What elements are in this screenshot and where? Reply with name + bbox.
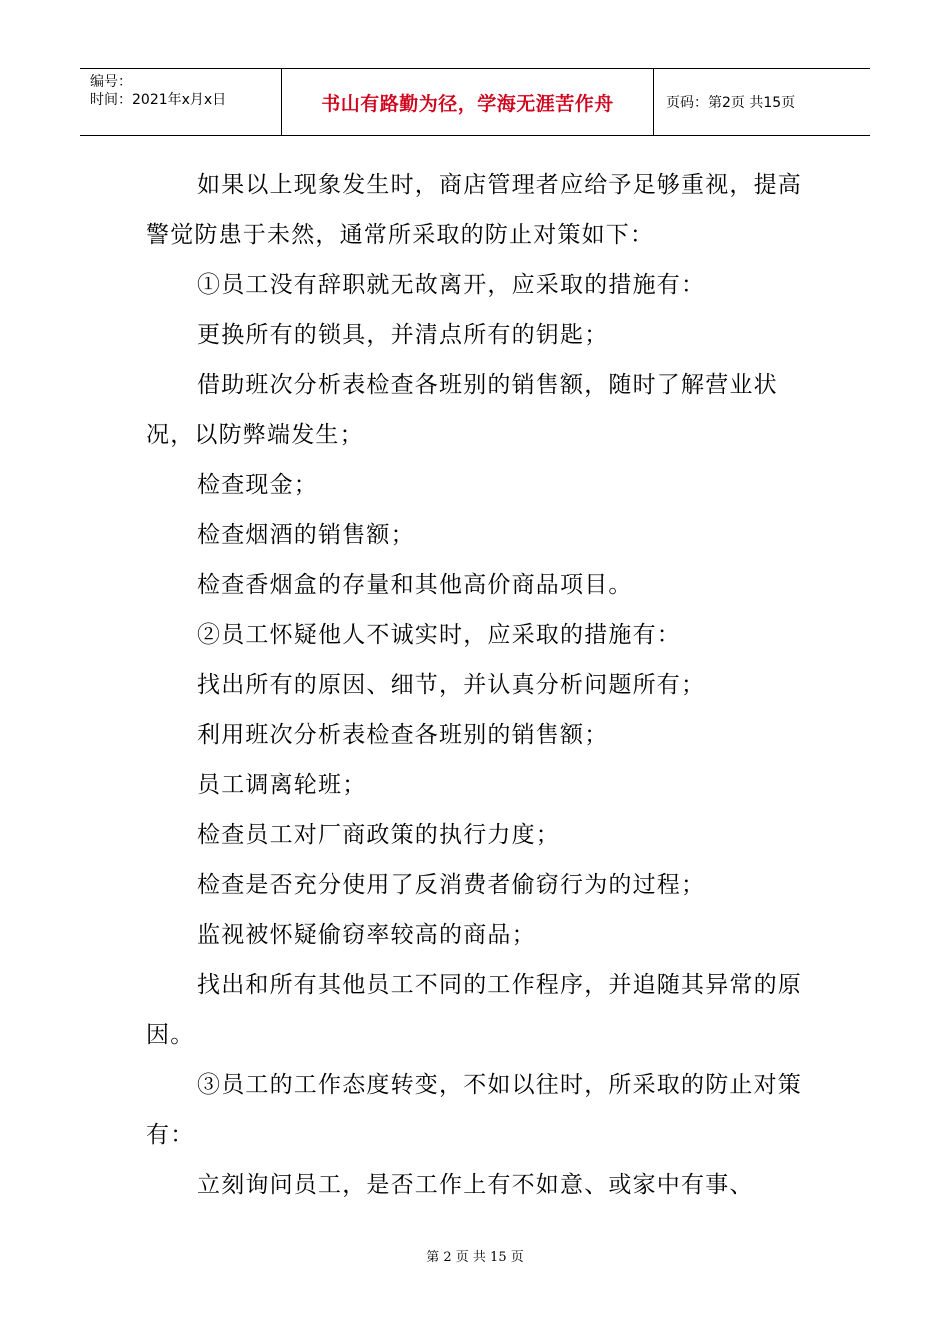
paragraph: 借助班次分析表检查各班别的销售额，随时了解营业状况，以防弊端发生； <box>146 372 778 448</box>
paragraph: 检查烟酒的销售额； <box>197 522 415 548</box>
document-body <box>146 160 814 1210</box>
paragraph: 找出和所有其他员工不同的工作程序，并追随其异常的原因。 <box>146 972 802 1048</box>
header-meta <box>80 69 282 135</box>
paragraph: 检查是否充分使用了反消费者偷窃行为的过程； <box>197 872 706 898</box>
paragraph: 检查香烟盒的存量和其他高价商品项目。 <box>197 572 633 598</box>
paragraph: 检查现金； <box>197 472 318 498</box>
paragraph: ②员工怀疑他人不诚实时，应采取的措施有： <box>197 622 681 648</box>
paragraph: ①员工没有辞职就无故离开，应采取的措施有： <box>197 272 706 298</box>
document-header <box>80 68 870 136</box>
time-label: 时间：2021年x月x日 <box>90 92 227 108</box>
paragraph: 立刻询问员工，是否工作上有不如意、或家中有事、 <box>197 1172 754 1198</box>
header-motto: 书山有路勤为径，学海无涯苦作舟 <box>282 69 654 135</box>
paragraph: 员工调离轮班； <box>197 772 367 798</box>
paragraph: 找出所有的原因、细节，并认真分析问题所有； <box>197 672 706 698</box>
paragraph: ③员工的工作态度转变，不如以往时，所采取的防止对策有： <box>146 1072 802 1148</box>
paragraph: 利用班次分析表检查各班别的销售额； <box>197 722 609 748</box>
number-label: 编号： <box>90 74 132 90</box>
header-page-info: 页码：第2页 共15页 <box>666 95 796 111</box>
page-footer: 第 2 页 共 15 页 <box>426 1250 524 1265</box>
paragraph: 如果以上现象发生时，商店管理者应给予足够重视，提高警觉防患于未然，通常所采取的防止对策如下： <box>146 172 802 248</box>
paragraph: 检查员工对厂商政策的执行力度； <box>197 822 560 848</box>
paragraph: 监视被怀疑偷窃率较高的商品； <box>197 922 536 948</box>
paragraph: 更换所有的锁具，并清点所有的钥匙； <box>197 322 609 348</box>
